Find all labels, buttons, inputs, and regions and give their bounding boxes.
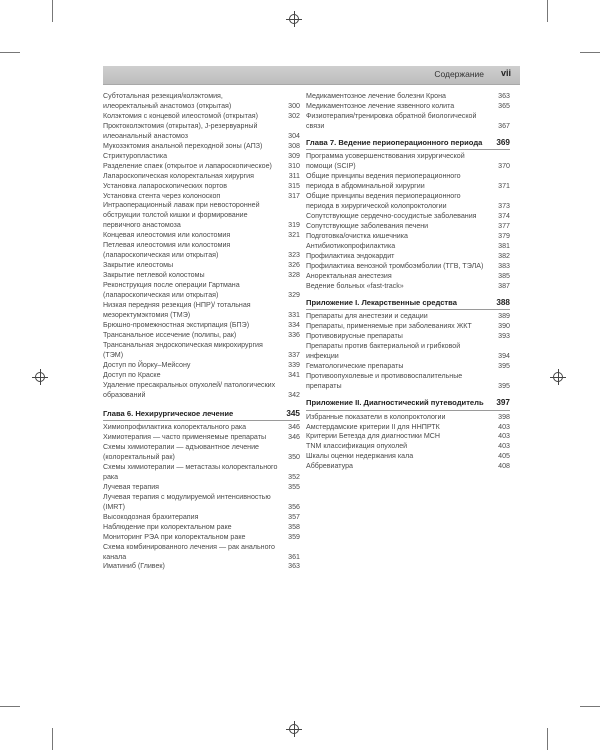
toc-page-number: 315 <box>288 181 300 190</box>
toc-entry-title: Мониторинг РЭА при колоректальном раке <box>103 532 246 541</box>
toc-entry <box>103 423 300 433</box>
toc-entry <box>306 262 510 272</box>
toc-page-number: 390 <box>498 322 510 331</box>
toc-chapter-heading <box>306 298 510 309</box>
toc-page-number: 389 <box>498 312 510 321</box>
toc-page-number: 302 <box>288 111 300 120</box>
toc-entry <box>103 523 300 533</box>
toc-entry <box>306 192 510 212</box>
toc-entry <box>306 222 510 232</box>
toc-entry <box>103 192 300 202</box>
toc-chapter-heading <box>103 409 300 420</box>
toc-entry-title: Подготовка/очистка кишечника <box>306 232 408 241</box>
toc-entry <box>103 483 300 493</box>
toc-entry <box>103 112 300 122</box>
toc-entry <box>306 432 510 442</box>
toc-entry <box>306 212 510 222</box>
toc-page-number: 379 <box>498 232 510 241</box>
toc-page-number: 311 <box>288 171 300 180</box>
running-header <box>103 66 520 85</box>
toc-entry-title: Петлевая илеостомия или колостомия (лапароскопическая или открытая) <box>103 241 231 260</box>
toc-entry <box>306 312 510 322</box>
toc-entry <box>103 231 300 241</box>
toc-entry-title: Физиотерапия/тренировка обратной биологической связи <box>306 111 477 130</box>
toc-page-number: 367 <box>498 121 510 130</box>
toc-entry-title: Трансанальное иссечение (полипы, рак) <box>103 330 237 339</box>
toc-entry <box>306 362 510 372</box>
toc-entry <box>103 122 300 142</box>
toc-entry <box>103 562 300 572</box>
toc-entry <box>103 533 300 543</box>
chapter-divider <box>103 420 300 421</box>
toc-page-number: 310 <box>288 161 300 170</box>
toc-entry-title: Профилактика эндокардит <box>306 251 395 260</box>
toc-page-number: 334 <box>288 320 300 329</box>
toc-entry-title: Реконструкция после операции Гартмана (лапароскопическая или открытая) <box>103 281 240 300</box>
toc-entry-title: Противоопухолевые и противовоспалительные препараты <box>306 372 463 391</box>
toc-chapter-heading <box>306 398 510 409</box>
toc-left-column <box>103 92 300 572</box>
toc-entry <box>306 462 510 472</box>
toc-entry <box>103 142 300 152</box>
registration-mark-left <box>35 372 45 382</box>
toc-page-number: 323 <box>288 251 300 260</box>
toc-entry-title: Шкалы оценки недержания кала <box>306 452 414 461</box>
toc-entry <box>103 361 300 371</box>
toc-page-number: 403 <box>498 422 510 431</box>
toc-entry-title: Профилактика венозной тромбоэмболии (ТГВ, ТЭЛА) <box>306 261 484 270</box>
toc-entry-title: Противовирусные препараты <box>306 332 403 341</box>
crop-mark <box>547 728 548 750</box>
toc-page-number: 345 <box>286 408 300 418</box>
toc-page-number: 309 <box>288 151 300 160</box>
toc-page-number: 328 <box>288 271 300 280</box>
registration-mark-bottom <box>289 724 299 734</box>
toc-entry <box>306 322 510 332</box>
toc-entry-title: Стриктуропластика <box>103 151 168 160</box>
toc-page-number: 395 <box>498 382 510 391</box>
toc-page-number: 352 <box>288 472 300 481</box>
toc-entry-title: Препараты, применяемые при заболеваниях ЖКТ <box>306 322 472 331</box>
toc-entry <box>103 321 300 331</box>
toc-entry <box>103 261 300 271</box>
toc-entry-title: Препараты для анестезии и седации <box>306 312 428 321</box>
toc-page-number: 398 <box>498 412 510 421</box>
toc-entry <box>103 172 300 182</box>
toc-entry <box>103 331 300 341</box>
toc-entry <box>103 513 300 523</box>
toc-entry <box>306 413 510 423</box>
toc-page-number: 395 <box>498 362 510 371</box>
toc-entry <box>306 232 510 242</box>
toc-entry-title: Медикаментозное лечение болезни Крона <box>306 92 446 100</box>
toc-entry-title: Лучевая терапия с модулируемой интенсивностью (IMRT) <box>103 492 271 511</box>
toc-entry-title: Глава 6. Нехирургическое лечение <box>103 408 234 418</box>
toc-page-number: 403 <box>498 432 510 441</box>
toc-page-number: 377 <box>498 222 510 231</box>
toc-entry <box>103 433 300 443</box>
toc-page-number: 346 <box>288 423 300 432</box>
toc-entry-title: Субтотальная резекция/колэктомия, илеоректальный анастомоз (открытая) <box>103 92 232 110</box>
toc-page-number: 394 <box>498 352 510 361</box>
toc-entry <box>103 443 300 463</box>
toc-page-number: 337 <box>288 350 300 359</box>
toc-entry-title: Аноректальная анестезия <box>306 271 392 280</box>
toc-entry <box>103 371 300 381</box>
toc-entry <box>103 92 300 112</box>
toc-entry-title: Схемы химиотерапии — метастазы колоректального рака <box>103 462 278 481</box>
toc-entry <box>103 281 300 301</box>
toc-page-number: 361 <box>288 552 300 561</box>
toc-entry-title: Иматиниб (Гливек) <box>103 562 165 571</box>
toc-page-number: 331 <box>288 310 300 319</box>
toc-page-number: 339 <box>288 360 300 369</box>
toc-page-number: 359 <box>288 532 300 541</box>
toc-page-number: 383 <box>498 261 510 270</box>
toc-page-number: 365 <box>498 101 510 110</box>
toc-page-number: 346 <box>288 433 300 442</box>
toc-page-number: 321 <box>288 231 300 240</box>
toc-entry-title: Брюшно-промежностная экстирпация (БПЭ) <box>103 320 250 329</box>
toc-entry-title: Глава 7. Ведение периоперационного периода <box>306 137 483 147</box>
registration-mark-right <box>553 372 563 382</box>
toc-page-number: 341 <box>288 370 300 379</box>
toc-right-column <box>306 92 510 472</box>
toc-entry-title: Удаление пресакральных опухолей/ патологических образований <box>103 380 276 399</box>
toc-page-number: 408 <box>498 462 510 471</box>
toc-page-number: 397 <box>496 397 510 407</box>
toc-entry-title: Ведение больных «fast-track» <box>306 281 404 290</box>
toc-page-number: 308 <box>288 141 300 150</box>
toc-entry <box>306 442 510 452</box>
toc-entry <box>103 543 300 563</box>
toc-entry-title: Наблюдение при колоректальном раке <box>103 522 232 531</box>
chapter-divider <box>306 309 510 310</box>
toc-page-number: 373 <box>498 202 510 211</box>
toc-entry-title: Низкая передняя резекция (НПР)/ тотальная мезоректумэктомия (ТМЭ) <box>103 301 251 319</box>
toc-entry-title: Препараты против бактериальной и грибковой инфекции <box>306 342 461 361</box>
toc-entry-title: Установка стента через колоноскоп <box>103 191 221 200</box>
toc-entry <box>306 332 510 342</box>
toc-entry-title: Лучевая терапия <box>103 482 160 491</box>
chapter-divider <box>306 410 510 411</box>
toc-entry <box>306 423 510 433</box>
toc-entry-title: Приложение I. Лекарственные средства <box>306 297 457 307</box>
toc-chapter-heading <box>306 138 510 149</box>
toc-page-number: 336 <box>288 330 300 339</box>
toc-entry-title: Разделение спаек (открытое и лапароскопическое) <box>103 161 272 170</box>
header-page-number: vii <box>500 68 511 78</box>
toc-page-number: 371 <box>498 182 510 191</box>
toc-entry-title: Общие принципы ведения периоперационного периода в хирургической колопроктологии <box>306 192 461 211</box>
toc-page-number: 405 <box>498 452 510 461</box>
toc-entry-title: Программа усовершенствования хирургической помощи (SCIP) <box>306 152 465 171</box>
toc-entry-title: Интраоперационный лаваж при невосторонней обструкции толстой кишки и формирование первичного анастомоза <box>103 201 260 230</box>
toc-entry-title: Химиотерапия — часто применяемые препараты <box>103 433 267 442</box>
toc-page-number: 369 <box>496 137 510 147</box>
crop-mark <box>547 0 548 22</box>
toc-page-number: 355 <box>288 482 300 491</box>
toc-entry <box>103 241 300 261</box>
toc-entry-title: Амстердамские критерии II для ННПРТК <box>306 422 440 431</box>
toc-page-number: 363 <box>498 92 510 100</box>
toc-page-number: 381 <box>498 241 510 250</box>
toc-entry-title: Химиопрофилактика колоректального рака <box>103 423 247 432</box>
crop-mark <box>0 706 20 707</box>
toc-entry-title: Установка лапароскопических портов <box>103 181 227 190</box>
toc-entry-title: Доступ по Йорку–Мейсону <box>103 360 191 369</box>
toc-entry <box>103 152 300 162</box>
toc-entry <box>306 452 510 462</box>
crop-mark <box>52 728 53 750</box>
toc-page-number: 319 <box>288 221 300 230</box>
toc-entry-title: Закрытие петлевой колостомы <box>103 271 205 280</box>
toc-entry <box>306 252 510 262</box>
toc-entry-title: Гематологические препараты <box>306 362 404 371</box>
toc-page-number: 387 <box>498 281 510 290</box>
toc-entry <box>103 381 300 401</box>
toc-entry <box>103 493 300 513</box>
registration-mark-top <box>289 14 299 24</box>
toc-entry <box>103 182 300 192</box>
toc-entry-title: Общие принципы ведения периоперационного периода в абдоминальной хирургии <box>306 172 461 191</box>
toc-entry-title: Медикаментозное лечение язвенного колита <box>306 101 455 110</box>
toc-entry <box>103 301 300 321</box>
toc-entry <box>306 342 510 362</box>
toc-page-number: 304 <box>288 131 300 140</box>
toc-entry-title: Сопутствующие сердечно-сосудистые заболевания <box>306 212 477 221</box>
toc-entry-title: Приложение II. Диагностический путеводитель <box>306 397 484 407</box>
toc-entry-title: Колэктомия с концевой илеостомой (открытая) <box>103 111 258 120</box>
toc-page-number: 363 <box>288 562 300 571</box>
toc-entry <box>306 282 510 292</box>
toc-entry-title: Мукозэктомия анальной переходной зоны (АПЗ) <box>103 141 263 150</box>
toc-page-number: 388 <box>496 297 510 307</box>
toc-entry-title: Трансанальная эндоскопическая микрохирургия (ТЭМ) <box>103 340 263 359</box>
crop-mark <box>580 52 600 53</box>
toc-page-number: 317 <box>288 191 300 200</box>
toc-entry <box>103 463 300 483</box>
toc-entry-title: Избранные показатели в колопроктологии <box>306 412 446 421</box>
header-title: Содержание <box>434 69 484 79</box>
toc-page-number: 403 <box>498 442 510 451</box>
toc-entry-title: Схема комбинированного лечения — рак анального канала <box>103 542 275 561</box>
toc-entry-title: Концевая илеостомия или колостомия <box>103 231 231 240</box>
toc-entry-title: Схемы химиотерапии — адъювантное лечение (колоректальный рак) <box>103 443 260 461</box>
toc-page-number: 370 <box>498 162 510 171</box>
toc-entry <box>306 102 510 112</box>
toc-entry-title: Аббревиатура <box>306 462 353 471</box>
toc-entry-title: Закрытие илеостомы <box>103 261 174 270</box>
toc-entry-title: Антибиотикопрофилактика <box>306 241 396 250</box>
toc-entry-title: Проктоколэктомия (открытая), J-резервуарный илеоанальный анастомоз <box>103 121 258 140</box>
toc-page-number: 358 <box>288 522 300 531</box>
crop-mark <box>580 706 600 707</box>
toc-entry <box>103 201 300 231</box>
toc-entry <box>306 112 510 132</box>
toc-page-number: 356 <box>288 502 300 511</box>
toc-entry-title: Высокодозная брахитерапия <box>103 512 199 521</box>
toc-entry-title: Сопутствующие заболевания печени <box>306 222 429 231</box>
toc-page-number: 385 <box>498 271 510 280</box>
toc-entry <box>306 172 510 192</box>
toc-entry-title: Критерии Бетезда для диагностики МСН <box>306 432 441 441</box>
toc-page-number: 393 <box>498 332 510 341</box>
toc-entry <box>306 152 510 172</box>
toc-entry <box>103 162 300 172</box>
toc-page-number: 300 <box>288 101 300 110</box>
toc-entry-title: TNM классификация опухолей <box>306 442 408 451</box>
toc-entry-title: Лапароскопическая колоректальная хирургия <box>103 171 254 180</box>
toc-entry <box>306 242 510 252</box>
toc-entry <box>103 341 300 361</box>
toc-page-number: 382 <box>498 251 510 260</box>
toc-entry <box>306 272 510 282</box>
chapter-divider <box>306 149 510 150</box>
toc-entry <box>103 271 300 281</box>
toc-page-number: 329 <box>288 291 300 300</box>
toc-page-number: 357 <box>288 512 300 521</box>
toc-page-number: 326 <box>288 261 300 270</box>
toc-entry <box>306 372 510 392</box>
toc-page-number: 374 <box>498 212 510 221</box>
toc-entry <box>306 92 510 102</box>
toc-page-number: 350 <box>288 453 300 461</box>
toc-entry-title: Доступ по Краске <box>103 370 161 379</box>
crop-mark <box>0 52 20 53</box>
toc-page-number: 342 <box>288 390 300 399</box>
crop-mark <box>52 0 53 22</box>
